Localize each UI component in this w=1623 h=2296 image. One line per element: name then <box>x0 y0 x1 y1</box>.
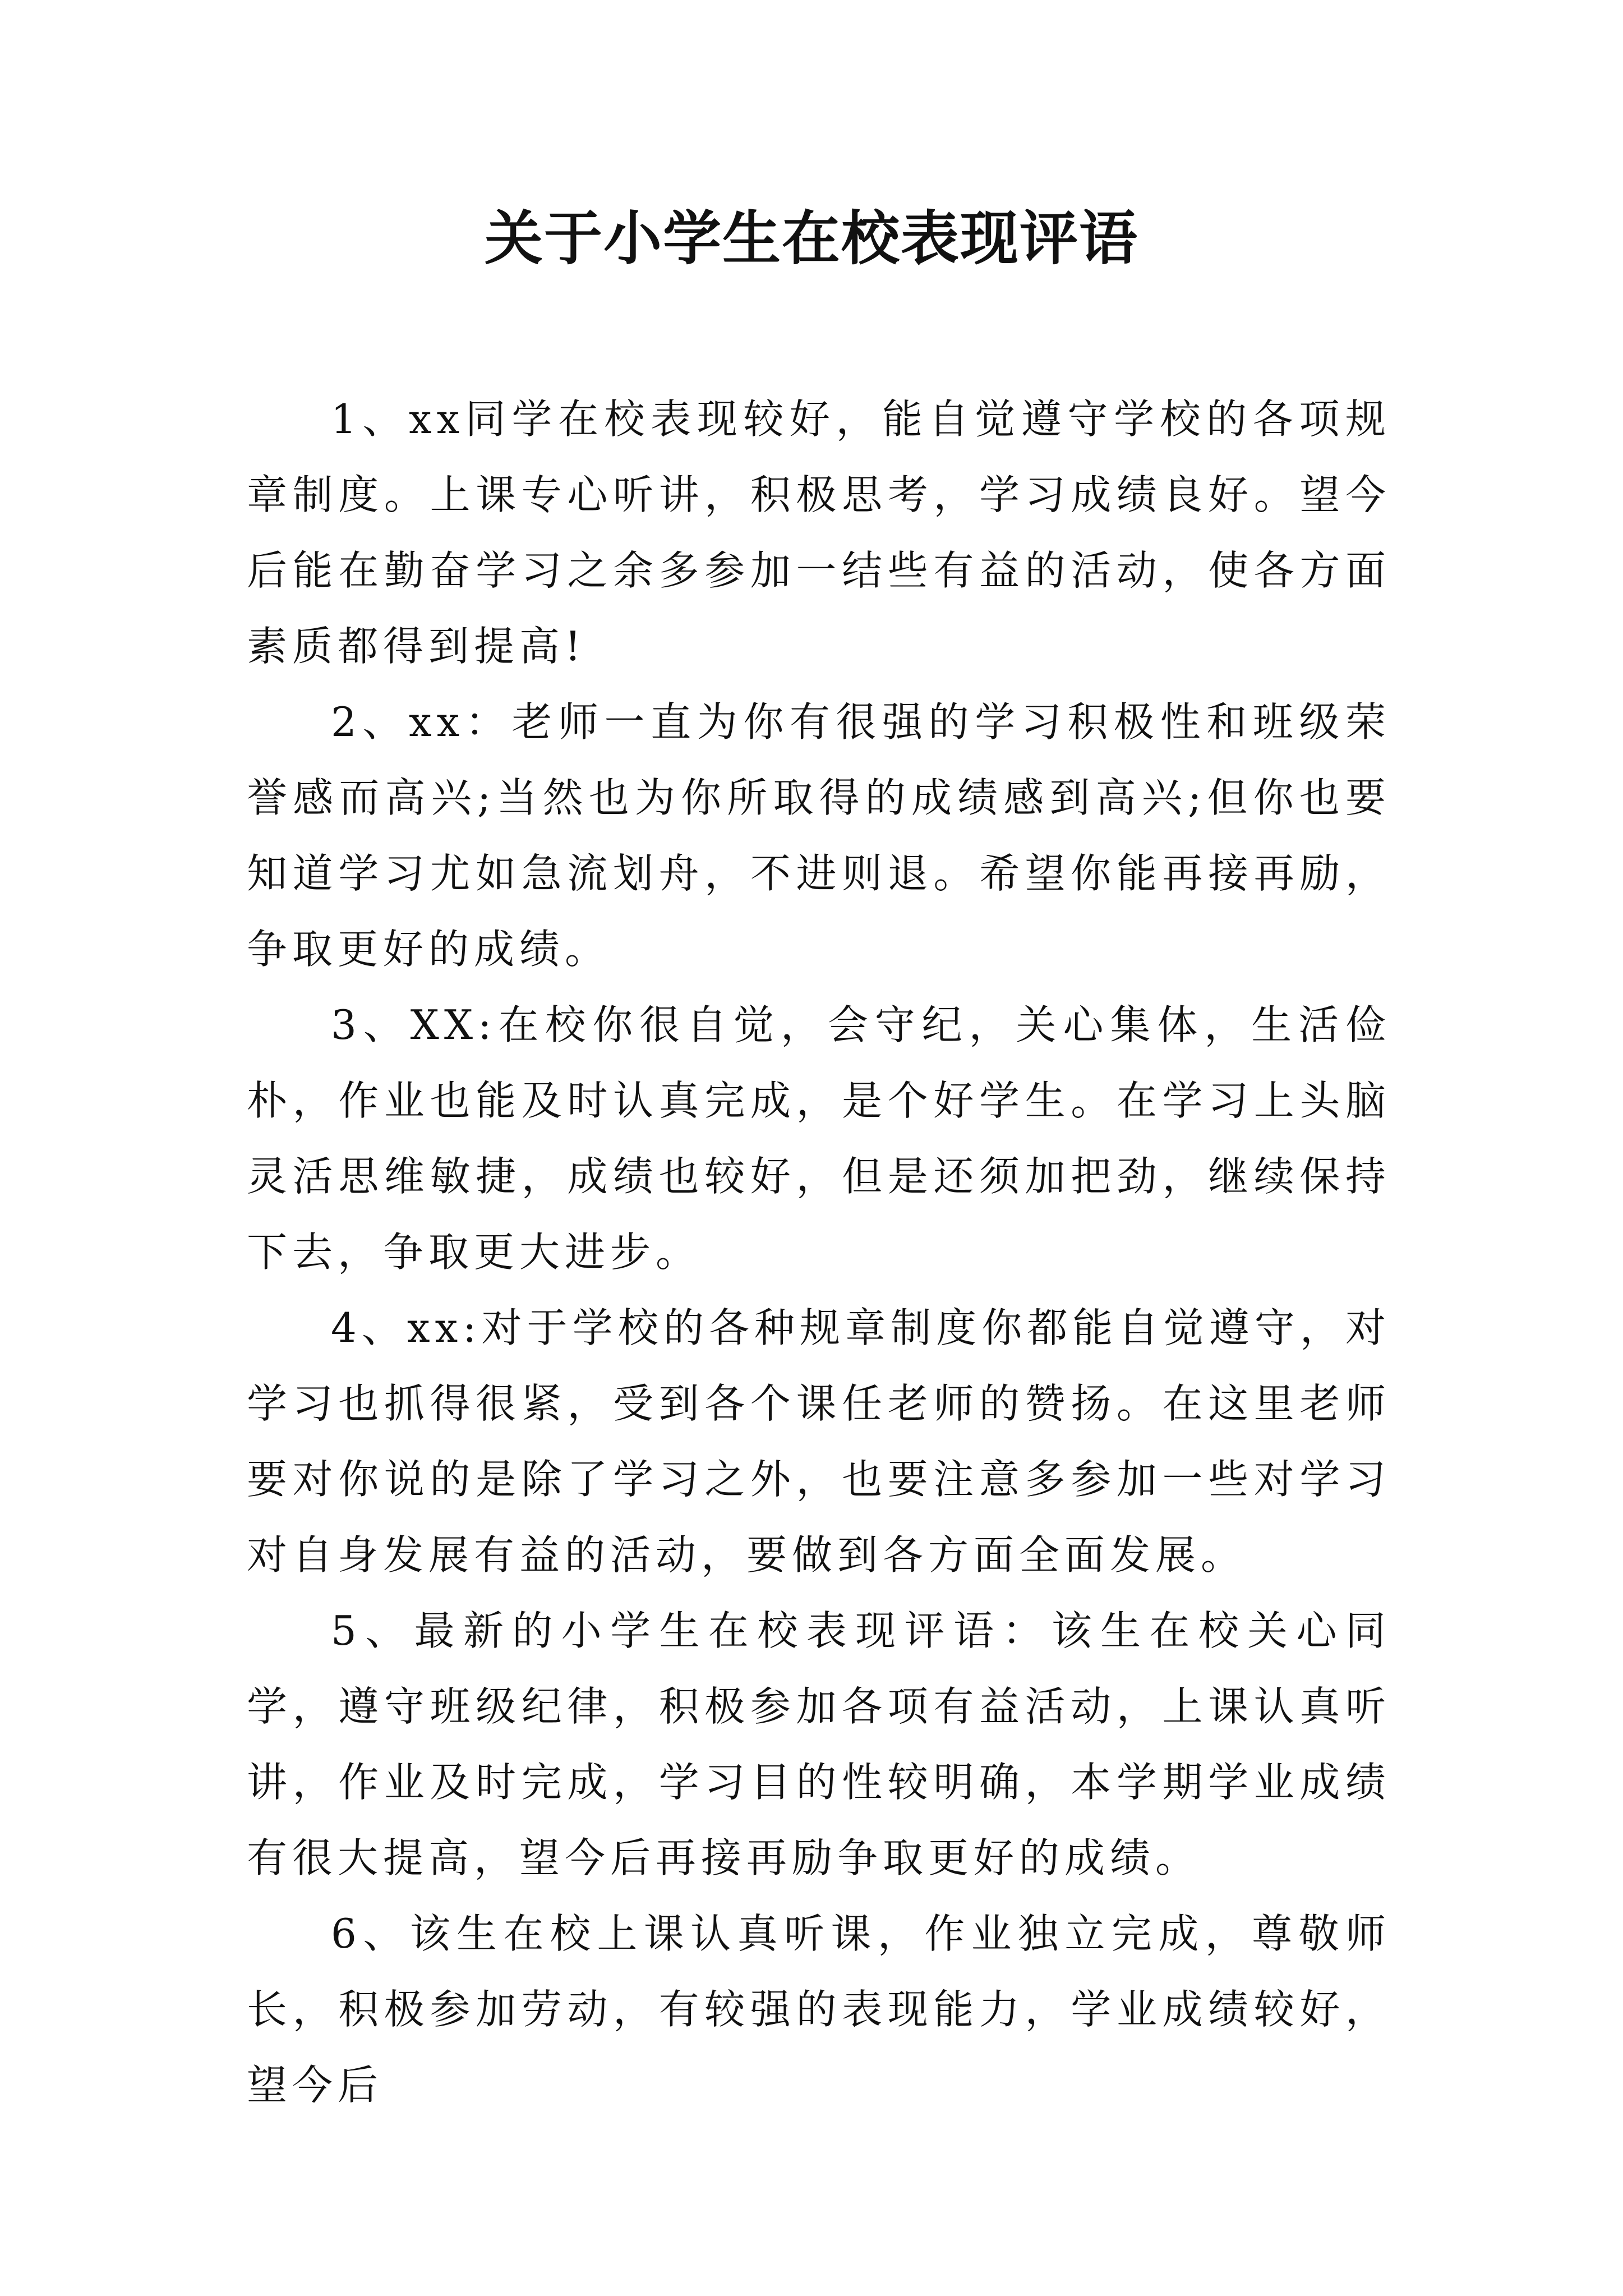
document-body <box>247 381 1391 2123</box>
paragraph-4: 4、xx:对于学校的各种规章制度你都能自觉遵守，对学习也抓得很紧，受到各个课任老师的赞扬。在这里老师要对你说的是除了学习之外，也要注意多参加一些对学习对自身发展有益的活动，要做到各方面全面发展。 <box>247 1304 1391 1579</box>
paragraph-5: 5、最新的小学生在校表现评语：该生在校关心同学，遵守班级纪律，积极参加各项有益活动，上课认真听讲，作业及时完成，学习目的性较明确，本学期学业成绩有很大提高，望今后再接再励争取更好的成绩。 <box>247 1607 1391 1881</box>
paragraph-6: 6、该生在校上课认真听课，作业独立完成，尊敬师长，积极参加劳动，有较强的表现能力，学业成绩较好，望今后 <box>247 1910 1391 2109</box>
paragraph-3: 3、XX:在校你很自觉，会守纪，关心集体，生活俭朴，作业也能及时认真完成，是个好学生。在学习上头脑灵活思维敏捷，成绩也较好，但是还须加把劲，继续保持下去，争取更大进步。 <box>247 1001 1391 1276</box>
document-title: 关于小学生在校表现评语 <box>484 204 1138 273</box>
paragraph-2: 2、xx：老师一直为你有很强的学习积极性和班级荣誉感而高兴;当然也为你所取得的成绩感到高兴;但你也要知道学习尤如急流划舟，不进则退。希望你能再接再励，争取更好的成绩。 <box>247 698 1391 973</box>
paragraph-1: 1、xx同学在校表现较好，能自觉遵守学校的各项规章制度。上课专心听讲，积极思考，学习成绩良好。望今后能在勤奋学习之余多参加一结些有益的活动，使各方面素质都得到提高! <box>247 395 1391 670</box>
